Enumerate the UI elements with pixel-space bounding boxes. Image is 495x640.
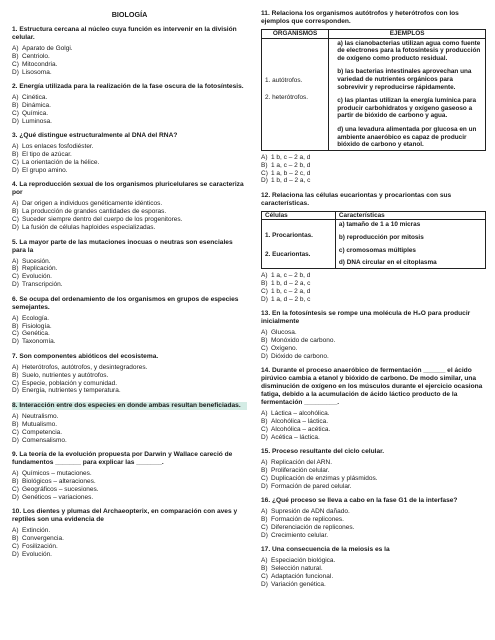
option-letter: B) xyxy=(12,151,19,159)
option-text: Monóxido de carbono. xyxy=(271,336,336,344)
answer-option[interactable] xyxy=(12,494,247,502)
table-header-ejemplos: EJEMPLOS xyxy=(329,30,486,39)
option-letter: C) xyxy=(261,344,268,352)
answer-option[interactable] xyxy=(12,372,247,380)
answer-option[interactable] xyxy=(12,167,247,175)
option-text: Supresión de ADN dañado. xyxy=(271,508,350,516)
option-letter: B) xyxy=(12,52,19,60)
answer-option[interactable] xyxy=(12,61,247,69)
option-text: Química. xyxy=(22,109,49,117)
left-column xyxy=(12,10,247,565)
answer-option[interactable]: D) 1 b, d – 2 a, c xyxy=(261,177,311,185)
option-text: Competencia. xyxy=(22,428,63,436)
question-11 xyxy=(261,10,486,185)
option-text: Especiación biológica. xyxy=(271,557,336,565)
option-text: Extinción. xyxy=(22,527,51,535)
option-text: Sucesión. xyxy=(22,257,51,265)
question-text: 17. Una consecuencia de la meiosis es la xyxy=(261,546,390,554)
option-text: Energía, nutrientes y temperatura. xyxy=(22,387,121,395)
answer-option[interactable] xyxy=(12,330,247,338)
answer-options xyxy=(261,459,486,491)
answer-options xyxy=(12,315,247,347)
option-text: Lisosoma. xyxy=(22,68,52,76)
organism-item: 2. heterótrofos. xyxy=(265,94,308,102)
option-letter: A) xyxy=(12,314,19,322)
answer-option[interactable]: C) 1 b, c – 2 a, d xyxy=(261,287,311,295)
answer-options xyxy=(12,200,247,232)
option-letter: D) xyxy=(12,338,19,346)
question-block xyxy=(12,353,247,396)
question-block xyxy=(12,132,247,175)
option-letter: D) xyxy=(12,117,19,125)
answer-option[interactable] xyxy=(12,200,247,208)
option-text: Fisiología. xyxy=(22,322,52,330)
question-block xyxy=(12,402,247,445)
answer-option[interactable] xyxy=(261,475,486,483)
answer-option[interactable] xyxy=(12,429,247,437)
question-text: 7. Son componentes abióticos del ecosistema. xyxy=(12,352,159,360)
option-text: Convergencia. xyxy=(22,535,64,543)
answer-option[interactable] xyxy=(12,551,247,559)
option-letter: D) xyxy=(12,68,19,76)
option-letter: C) xyxy=(12,485,19,493)
answer-options xyxy=(12,94,247,126)
option-text: Oxígeno. xyxy=(271,344,298,352)
option-text: Replicación. xyxy=(22,265,58,273)
question-block xyxy=(261,310,486,361)
option-letter: C) xyxy=(12,159,19,167)
option-letter: C) xyxy=(12,330,19,338)
answer-option[interactable] xyxy=(12,437,247,445)
answer-option[interactable] xyxy=(12,478,247,486)
question-text: 14. Durante el proceso anaeróbico de fermentación ______ el ácido pirúvico cambia a etanol y bióxido de carbono. De modo similar, una disminución de oxígeno en los músculos durante el ejercicio ocasiona fatiga, debido a la acumulación de ácido láctico producto de la fermentación _________. xyxy=(261,367,483,407)
option-letter: A) xyxy=(12,363,19,371)
option-text: Evolución. xyxy=(22,550,52,558)
answer-options xyxy=(261,410,486,442)
option-letter: D) xyxy=(12,281,19,289)
option-text: La orientación de la hélice. xyxy=(22,159,100,167)
option-text: Geográficos – sucesiones. xyxy=(22,485,99,493)
option-text: Transcripción. xyxy=(22,281,63,289)
example-item: d) una levadura alimentada por glucosa en un ambiente anaeróbico es capaz de producir bióxido de carbono y etanol. xyxy=(337,125,477,149)
examples-cell xyxy=(329,38,486,150)
option-text: Dióxido de carbono. xyxy=(271,352,329,360)
question-block xyxy=(12,239,247,290)
answer-option[interactable] xyxy=(12,413,247,421)
answer-option[interactable]: A) 1 a, c – 2 b, d xyxy=(261,271,311,279)
option-letter: C) xyxy=(12,542,19,550)
answer-option[interactable] xyxy=(12,159,247,167)
option-letter: B) xyxy=(12,371,19,379)
question-block xyxy=(12,83,247,126)
cells-cell xyxy=(262,220,336,268)
answer-option[interactable] xyxy=(12,421,247,429)
answer-option[interactable]: B) 1 b, d – 2 a, c xyxy=(261,279,311,287)
answer-option[interactable] xyxy=(261,508,486,516)
answer-option[interactable] xyxy=(12,323,247,331)
answer-options xyxy=(12,143,247,175)
option-text: Evolución. xyxy=(22,273,52,281)
answer-option[interactable] xyxy=(12,470,247,478)
option-letter: B) xyxy=(261,467,268,475)
option-letter: B) xyxy=(261,516,268,524)
answer-options xyxy=(261,329,486,361)
answer-option[interactable] xyxy=(12,315,247,323)
table-header-organismos: ORGANISMOS xyxy=(262,30,329,39)
option-letter: D) xyxy=(12,550,19,558)
answer-option[interactable] xyxy=(12,208,247,216)
option-text: Variación genética. xyxy=(271,581,326,589)
table-header-celulas: Células xyxy=(262,211,336,220)
answer-option[interactable] xyxy=(261,532,486,540)
option-letter: A) xyxy=(261,557,268,565)
answer-option[interactable] xyxy=(261,581,486,589)
option-text: Taxonomía. xyxy=(22,338,56,346)
option-text: Dar origen a individuos genéticamente idénticos. xyxy=(22,200,163,208)
answer-option[interactable] xyxy=(261,345,486,353)
question-text: 16. ¿Qué proceso se lleva a cabo en la fase G1 de la interfase? xyxy=(261,497,458,505)
option-letter: D) xyxy=(261,581,268,589)
question-text: 1. Estructura cercana al núcleo cuya función es intervenir en la división celular. xyxy=(12,26,237,41)
option-letter: A) xyxy=(12,257,19,265)
option-text: Genéticos – variaciones. xyxy=(22,493,94,501)
option-letter: A) xyxy=(12,470,19,477)
answer-option[interactable] xyxy=(261,434,486,442)
document-title: BIOLOGÍA xyxy=(111,10,148,19)
answer-option[interactable] xyxy=(12,535,247,543)
answer-option[interactable] xyxy=(261,557,486,565)
option-letter: A) xyxy=(12,412,19,420)
option-text: Crecimiento celular. xyxy=(271,532,329,540)
option-letter: A) xyxy=(261,459,268,467)
question-text: 5. La mayor parte de las mutaciones inocuas o neutras son esenciales para la xyxy=(12,238,233,254)
option-text: Fosilización. xyxy=(22,542,58,550)
question-block xyxy=(261,497,486,540)
option-letter: D) xyxy=(261,482,268,490)
option-text: Dinámica. xyxy=(22,102,51,110)
example-item: c) las plantas utilizan la energía lumínica para producir carbohidratos y oxígeno gaseoso a partir de bióxido de carbono y agua. xyxy=(337,97,477,120)
question-text: 12. Relaciona las células eucariontas y procariontas con sus características. xyxy=(261,191,452,207)
option-letter: D) xyxy=(261,352,268,360)
option-letter: C) xyxy=(261,573,268,581)
option-text: Diferenciación de replicones. xyxy=(271,524,355,532)
organisms-table xyxy=(261,29,486,151)
option-text: Alcohólica – acética. xyxy=(271,425,331,433)
answer-options xyxy=(12,258,247,290)
answer-option[interactable] xyxy=(12,69,247,77)
answer-option[interactable] xyxy=(12,118,247,126)
answer-option[interactable] xyxy=(12,364,247,372)
example-item: a) las cianobacterias utilizan agua como fuente de electrones para la fotosíntesis y producción de oxígeno como producto residual. xyxy=(337,39,481,62)
question-text: 10. Los dientes y plumas del Archaeopterix, en comparación con aves y reptiles son una evidencia de xyxy=(12,508,238,524)
answer-option[interactable] xyxy=(261,524,486,532)
answer-option[interactable] xyxy=(12,94,247,102)
table-header-caracteristicas: Características xyxy=(335,211,485,220)
answer-option[interactable] xyxy=(261,459,486,467)
option-text: Cinética. xyxy=(22,94,48,102)
option-letter: B) xyxy=(12,102,19,110)
option-text: Suelo, nutrientes y autótrofos. xyxy=(22,371,109,379)
feature-item: a) tamaño de 1 a 10 micras xyxy=(338,221,421,229)
option-letter: B) xyxy=(261,417,268,425)
organism-item: 1. autótrofos. xyxy=(265,76,303,84)
option-text: Proliferación celular. xyxy=(271,467,330,475)
option-letter: B) xyxy=(261,565,268,573)
answer-option[interactable] xyxy=(261,353,486,361)
option-letter: D) xyxy=(12,493,19,501)
right-column xyxy=(261,10,486,596)
option-letter: B) xyxy=(261,336,268,344)
answer-options xyxy=(12,45,247,77)
option-letter: A) xyxy=(261,328,268,336)
option-text: Ecología. xyxy=(22,314,50,322)
option-letter: C) xyxy=(261,524,268,532)
organisms-cell xyxy=(262,38,329,150)
answer-option[interactable] xyxy=(12,380,247,388)
option-letter: C) xyxy=(261,475,268,482)
answer-options xyxy=(261,154,486,186)
option-letter: C) xyxy=(12,273,19,281)
option-text: Comensalismo. xyxy=(22,436,67,444)
option-letter: C) xyxy=(12,60,19,68)
question-block xyxy=(12,451,247,502)
answer-option[interactable] xyxy=(12,543,247,551)
answer-option[interactable] xyxy=(12,224,247,232)
option-text: La fusión de células haploides especializadas. xyxy=(22,224,156,232)
question-text: 8. Interacción entre dos especies en donde ambas resultan beneficiadas. xyxy=(12,402,247,410)
option-text: Genética. xyxy=(22,330,50,338)
option-text: La producción de grandes cantidades de esporas. xyxy=(22,208,167,216)
answer-option[interactable] xyxy=(261,467,486,475)
option-text: Glucosa. xyxy=(271,328,297,336)
option-text: Acética – láctica. xyxy=(271,433,320,441)
answer-option[interactable] xyxy=(12,258,247,266)
answer-option[interactable] xyxy=(12,110,247,118)
option-text: Mitocondria. xyxy=(22,60,58,68)
answer-option[interactable] xyxy=(12,151,247,159)
question-text: 9. La teoría de la evolución propuesta por Darwin y Wallace careció de fundamentos _______ para explicar las _______. xyxy=(12,451,233,466)
answer-option[interactable] xyxy=(12,486,247,494)
question-text: 4. La reproducción sexual de los organismos pluricelulares se caracteriza por xyxy=(12,181,244,197)
answer-option[interactable] xyxy=(261,418,486,426)
option-text: Químicos – mutaciones. xyxy=(22,470,92,477)
option-text: Neutralismo. xyxy=(22,412,59,420)
answer-option[interactable] xyxy=(12,273,247,281)
answer-option[interactable] xyxy=(12,265,247,273)
question-block xyxy=(12,26,247,77)
answer-option[interactable] xyxy=(261,483,486,491)
option-letter: A) xyxy=(12,94,19,102)
question-block xyxy=(261,367,486,442)
option-text: Mutualismo. xyxy=(22,420,58,428)
question-text: 2. Energía utilizada para la realización de la fase oscura de la fotosíntesis. xyxy=(12,83,244,91)
option-text: Replicación del ARN. xyxy=(271,459,333,467)
answer-options xyxy=(12,527,247,559)
option-text: Biológicos – alteraciones. xyxy=(22,477,96,485)
option-text: Adaptación funcional. xyxy=(271,573,334,581)
question-text: 6. Se ocupa del ordenamiento de los organismos en grupos de especies semejantes. xyxy=(12,295,239,311)
answer-option[interactable]: D) 1 a, d – 2 b, c xyxy=(261,295,311,303)
question-block xyxy=(261,448,486,491)
question-text: 15. Proceso resultante del ciclo celular. xyxy=(261,448,385,456)
option-text: Heterótrofos, autótrofos, y desintegradores. xyxy=(22,363,148,371)
answer-option[interactable] xyxy=(12,338,247,346)
answer-option[interactable] xyxy=(12,143,247,151)
option-text: Centriolo. xyxy=(22,52,50,60)
answer-option[interactable] xyxy=(261,329,486,337)
right-question-list xyxy=(261,310,486,589)
option-letter: B) xyxy=(12,420,19,428)
option-text: Duplicación de enzimas y plásmidos. xyxy=(271,475,378,482)
answer-option[interactable] xyxy=(12,53,247,61)
option-letter: B) xyxy=(12,535,19,543)
question-block xyxy=(12,508,247,559)
option-text: Suceder siempre dentro del cuerpo de los progenitores. xyxy=(22,216,183,224)
question-text: 13. En la fotosíntesis se rompe una molécula de H₂O para producir inicialmente xyxy=(261,309,471,325)
answer-option[interactable] xyxy=(12,387,247,395)
option-text: Luminosa. xyxy=(22,117,52,125)
answer-options xyxy=(12,413,247,445)
option-text: Alcohólica – láctica. xyxy=(271,417,329,425)
answer-options xyxy=(261,272,486,304)
option-letter: D) xyxy=(12,387,19,395)
example-item: b) las bacterias intestinales aprovechan una variedad de nutrientes orgánicos para sobrevivir y reproducirse rápidamente. xyxy=(337,68,472,91)
answer-options xyxy=(261,508,486,540)
feature-item: d) DNA circular en el citoplasma xyxy=(338,259,437,267)
answer-option[interactable] xyxy=(12,45,247,53)
answer-option[interactable] xyxy=(261,337,486,345)
answer-options xyxy=(12,364,247,396)
left-question-list xyxy=(12,26,247,559)
answer-option[interactable] xyxy=(261,573,486,581)
answer-options xyxy=(261,557,486,589)
answer-option[interactable] xyxy=(12,281,247,289)
option-letter: B) xyxy=(12,208,19,216)
answer-option[interactable] xyxy=(12,216,247,224)
question-text: 3. ¿Qué distingue estructuralmente al DNA del RNA? xyxy=(12,132,178,140)
option-letter: C) xyxy=(261,425,268,433)
answer-options xyxy=(12,470,247,502)
option-letter: B) xyxy=(12,477,19,485)
answer-option[interactable] xyxy=(261,516,486,524)
option-letter: A) xyxy=(12,527,19,535)
option-letter: A) xyxy=(12,200,19,208)
question-block xyxy=(12,181,247,232)
option-letter: D) xyxy=(261,433,268,441)
option-letter: B) xyxy=(12,322,19,330)
option-text: El grupo amino. xyxy=(22,166,68,174)
option-text: Los enlaces fosfodiéster. xyxy=(22,143,94,151)
cell-type-item: 2. Eucariontas. xyxy=(265,251,311,259)
option-text: Formación de replicones. xyxy=(271,516,344,524)
option-letter: A) xyxy=(261,508,268,516)
question-12 xyxy=(261,192,486,304)
option-letter: C) xyxy=(12,428,19,436)
features-cell xyxy=(335,220,485,268)
option-letter: B) xyxy=(12,265,19,273)
answer-option[interactable] xyxy=(12,527,247,535)
option-text: Selección natural. xyxy=(271,565,323,573)
option-text: El tipo de azúcar. xyxy=(22,151,72,159)
option-text: Especie, población y comunidad. xyxy=(22,379,118,387)
option-letter: A) xyxy=(12,45,19,52)
feature-item: b) reproducción por mitosis xyxy=(338,234,424,242)
option-letter: C) xyxy=(12,216,19,224)
option-text: Láctica – alcohólica. xyxy=(271,410,330,418)
answer-option[interactable] xyxy=(12,102,247,110)
option-letter: A) xyxy=(12,143,19,151)
option-letter: A) xyxy=(261,410,268,418)
answer-option[interactable]: C) 1 a, b – 2 c, d xyxy=(261,169,311,177)
cell-type-item: 1. Procariontas. xyxy=(265,232,313,240)
question-block xyxy=(12,296,247,347)
question-text: 11. Relaciona los organismos autótrofos y heterótrofos con los ejemplos que corresponden. xyxy=(261,10,459,25)
option-letter: C) xyxy=(12,109,19,117)
option-letter: D) xyxy=(12,224,19,232)
answer-option[interactable]: B) 1 a, c – 2 b, d xyxy=(261,161,311,169)
option-letter: D) xyxy=(12,166,19,174)
feature-item: c) cromosomas múltiples xyxy=(338,246,416,254)
option-letter: D) xyxy=(12,436,19,444)
option-text: Aparato de Golgi. xyxy=(22,45,73,52)
option-letter: C) xyxy=(12,379,19,387)
cells-table xyxy=(261,211,486,269)
answer-option[interactable] xyxy=(261,410,486,418)
answer-option[interactable] xyxy=(261,426,486,434)
question-block xyxy=(261,546,486,589)
option-text: Formación de pared celular. xyxy=(271,482,352,490)
answer-option[interactable] xyxy=(261,565,486,573)
option-letter: D) xyxy=(261,532,268,540)
answer-option[interactable]: A) 1 b, c – 2 a, d xyxy=(261,153,311,161)
